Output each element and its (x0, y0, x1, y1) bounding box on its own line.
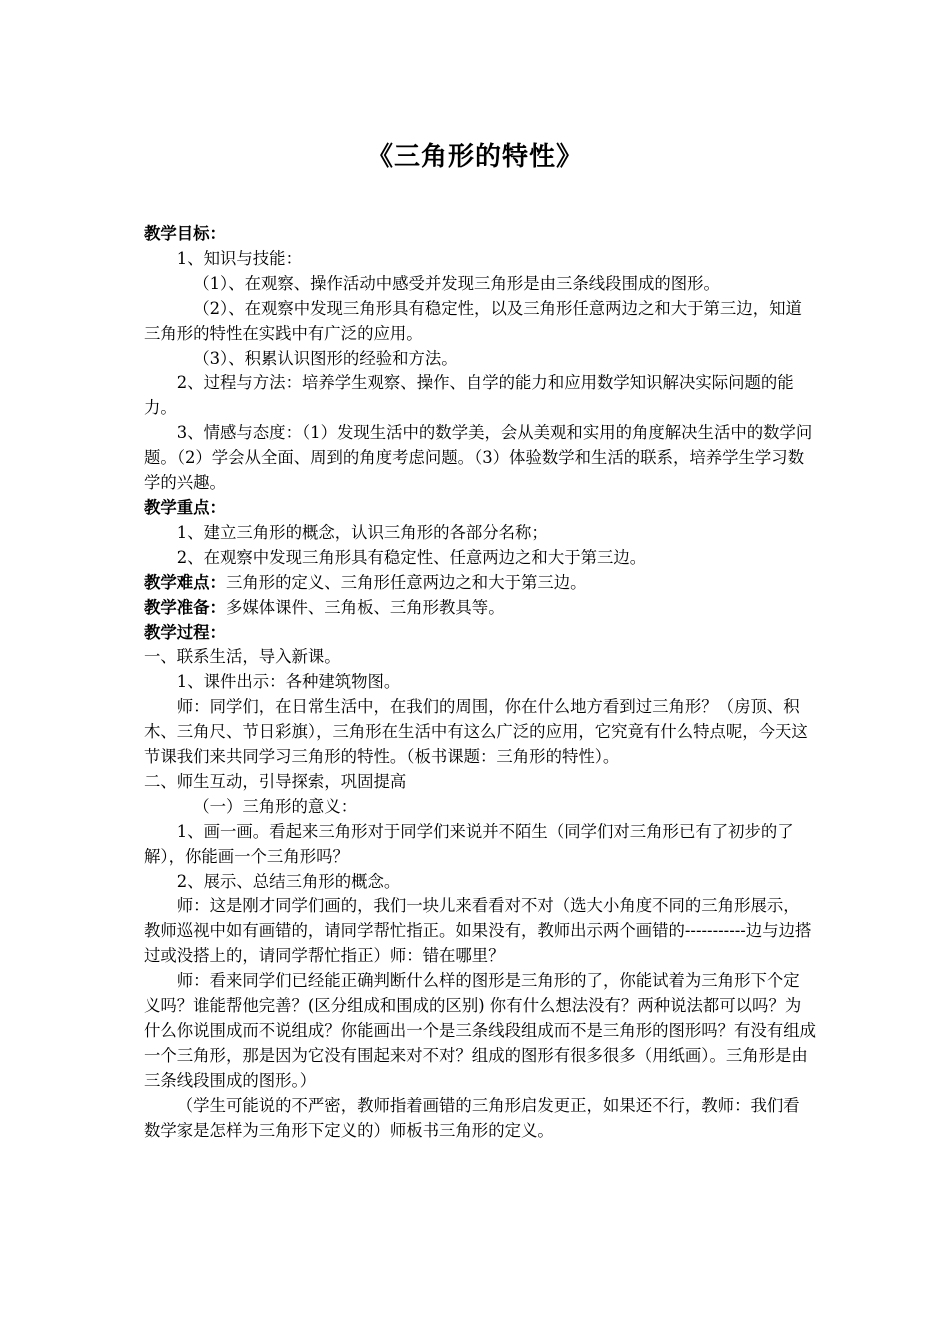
objective-item: （1）、在观察、操作活动中感受并发现三角形是由三条线段围成的图形。 (193, 273, 720, 293)
process-heading: 教学过程： (144, 622, 226, 642)
paragraph: 师：看来同学们已经能正确判断什么样的图形是三角形的了，你能试着为三角形下个定义吗？谁能帮他完善？(区分组成和围成的区别) 你有什么想法没有？两种说法都可以吗？为什么你说围成而不说组成？你能画出一个是三条线段组成而不是三角形的图形吗？有没有组成一个三角形，那是因为它没有围起来对不对？组成的图形有很多很多（用纸画）。三角形是由三条线段围成的图形。） (144, 971, 817, 1090)
paragraph: 1、课件出示：各种建筑物图。 (176, 672, 401, 692)
objective-item: 3、情感与态度：（1）发现生活中的数学美，会从美观和实用的角度解决生活中的数学问题。（2）学会从全面、周到的角度考虑问题。（3）体验数学和生活的联系，培养学生学习数学的兴趣。 (144, 423, 813, 493)
preparation-line (144, 596, 816, 621)
key-point-item: 2、在观察中发现三角形具有稳定性、任意两边之和大于第三边。 (176, 547, 647, 567)
section-title: 一、联系生活，导入新课。 (144, 647, 341, 667)
paragraph: 师：这是刚才同学们画的，我们一块儿来看看对不对（选大小角度不同的三角形展示，教师巡视中如有画错的，请同学帮忙指正。如果没有，教师出示两个画错的-----------边与边搭过或没搭上的，请同学帮忙指正）师：错在哪里？ (144, 896, 812, 966)
preparation-text: 多媒体课件、三角板、三角形教具等。 (225, 597, 505, 617)
difficulties-line (144, 571, 816, 596)
objective-item: 2、过程与方法：培养学生观察、操作、自学的能力和应用数学知识解决实际问题的能力。 (144, 373, 794, 418)
objective-item: （2）、在观察中发现三角形具有稳定性，以及三角形任意两边之和大于第三边，知道三角形的特性在实践中有广泛的应用。 (144, 298, 802, 343)
subsection-title: （一）三角形的意义： (193, 796, 358, 816)
paragraph: 2、展示、总结三角形的概念。 (176, 871, 401, 891)
document-title: 《三角形的特性》 (366, 142, 583, 172)
objective-item: 1、知识与技能： (176, 248, 302, 268)
paragraph: 1、画一画。看起来三角形对于同学们来说并不陌生（同学们对三角形已有了初步的了解），你能画一个三角形吗？ (144, 821, 794, 866)
key-point-item: 1、建立三角形的概念，认识三角形的各部分名称； (176, 522, 548, 542)
paragraph: （学生可能说的不严密，教师指着画错的三角形启发更正，如果还不行，教师：我们看数学家是怎样为三角形下定义的）师板书三角形的定义。 (144, 1095, 800, 1140)
difficulties-label: 教学难点： (144, 572, 226, 592)
objectives-heading: 教学目标： (144, 224, 226, 243)
preparation-label: 教学准备： (144, 597, 226, 617)
document-body (144, 222, 816, 1144)
difficulties-text: 三角形的定义、三角形任意两边之和大于第三边。 (225, 572, 587, 592)
objective-item: （3）、积累认识图形的经验和方法。 (193, 348, 458, 368)
key-points-heading: 教学重点： (144, 497, 226, 517)
section-title: 二、师生互动，引导探索，巩固提高 (144, 771, 407, 791)
paragraph: 师：同学们，在日常生活中，在我们的周围，你在什么地方看到过三角形？（房顶、积木、三角尺、节日彩旗），三角形在生活中有这么广泛的应用，它究竟有什么特点呢，今天这节课我们来共同学习三角形的特性。（板书课题：三角形的特性）。 (144, 697, 808, 767)
